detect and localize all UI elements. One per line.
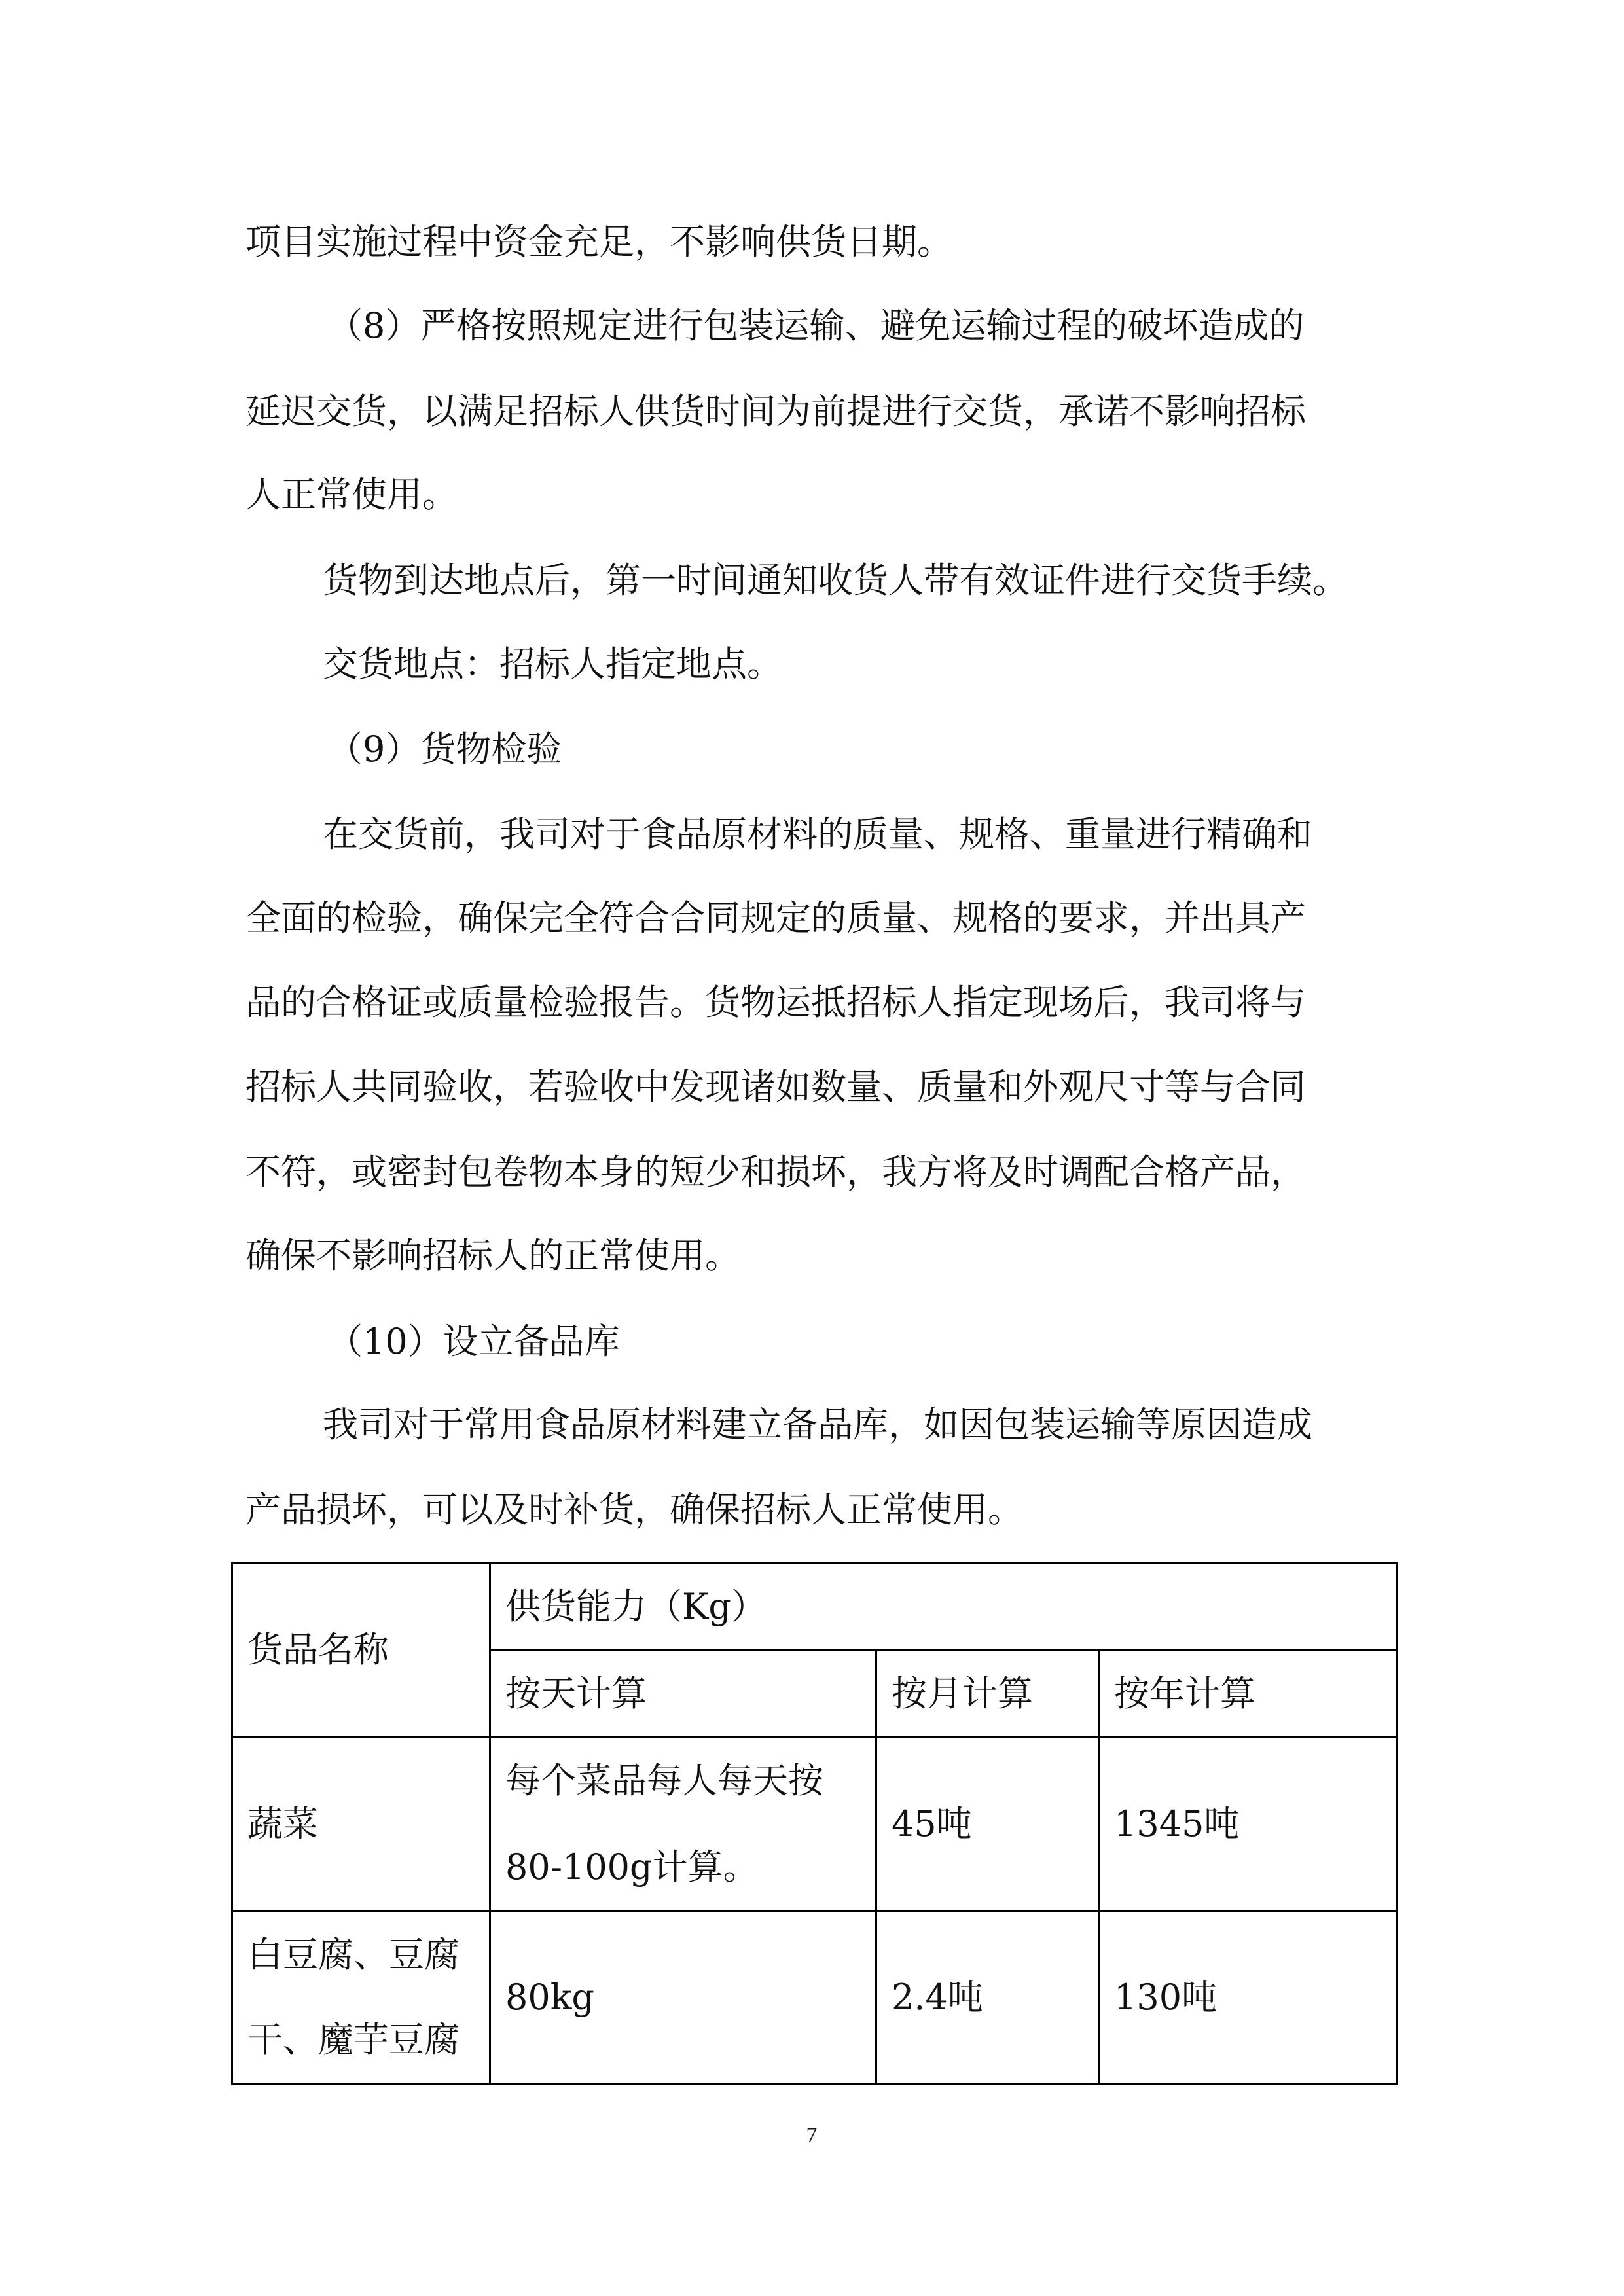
- cell-text-line: 干、魔芋豆腐: [247, 2019, 460, 2060]
- paragraph-line: 全面的检验，确保完全符合合同规定的质量、规格的要求，并出具产: [245, 897, 1306, 939]
- paragraph-line: 我司对于常用食品原材料建立备品库，如因包装运输等原因造成: [323, 1404, 1312, 1445]
- header-per-year: 按年计算: [1099, 1651, 1397, 1737]
- paragraph-line: 在交货前，我司对于食品原材料的质量、规格、重量进行精确和: [323, 814, 1312, 855]
- cell-per-year: 1345吨: [1099, 1737, 1397, 1912]
- table-header-row: [232, 1564, 1397, 1651]
- supply-capacity-table: [231, 1562, 1398, 2085]
- paragraph-line: 货物到达地点后，第一时间通知收货人带有效证件进行交货手续。: [323, 560, 1348, 601]
- cell-per-year: 130吨: [1099, 1912, 1397, 2084]
- paragraph-line: 延迟交货，以满足招标人供货时间为前提进行交货，承诺不影响招标: [245, 391, 1306, 432]
- paragraph-line: 产品损坏，可以及时补货，确保招标人正常使用。: [245, 1489, 1023, 1530]
- header-supply-capacity: 供货能力（Kg）: [490, 1564, 1397, 1651]
- table-row: [232, 1912, 1397, 2084]
- cell-per-day: [490, 1737, 876, 1912]
- paragraph-line: （8）严格按照规定进行包装运输、避免运输过程的破坏造成的: [327, 305, 1305, 346]
- paragraph-line: 品的合格证或质量检验报告。货物运抵招标人指定现场后，我司将与: [245, 982, 1306, 1023]
- table-row: [232, 1737, 1397, 1912]
- paragraph-line: 人正常使用。: [245, 474, 458, 515]
- cell-text-line: 白豆腐、豆腐: [247, 1934, 460, 1975]
- cell-goods-name: 蔬菜: [232, 1737, 490, 1912]
- paragraph-line: 项目实施过程中资金充足，不影响供货日期。: [245, 221, 952, 262]
- page-number: 7: [806, 2123, 818, 2147]
- cell-text-line: 80-100g计算。: [505, 1846, 759, 1888]
- cell-per-month: 2.4吨: [876, 1912, 1099, 2084]
- cell-per-month: 45吨: [876, 1737, 1099, 1912]
- paragraph-line: 确保不影响招标人的正常使用。: [245, 1235, 740, 1276]
- cell-text-line: 每个菜品每人每天按: [505, 1760, 823, 1801]
- header-per-month: 按月计算: [876, 1651, 1099, 1737]
- paragraph-line: 不符，或密封包卷物本身的短少和损坏，我方将及时调配合格产品，: [245, 1151, 1306, 1193]
- header-per-day: 按天计算: [490, 1651, 876, 1737]
- paragraph-line: 交货地点：招标人指定地点。: [323, 643, 782, 685]
- cell-per-day: 80kg: [490, 1912, 876, 2084]
- paragraph-line: 招标人共同验收，若验收中发现诸如数量、质量和外观尺寸等与合同: [245, 1066, 1306, 1107]
- section-heading: （9）货物检验: [327, 728, 562, 770]
- header-goods-name: 货品名称: [232, 1564, 490, 1737]
- cell-goods-name: [232, 1912, 490, 2084]
- section-heading: （10）设立备品库: [327, 1321, 620, 1362]
